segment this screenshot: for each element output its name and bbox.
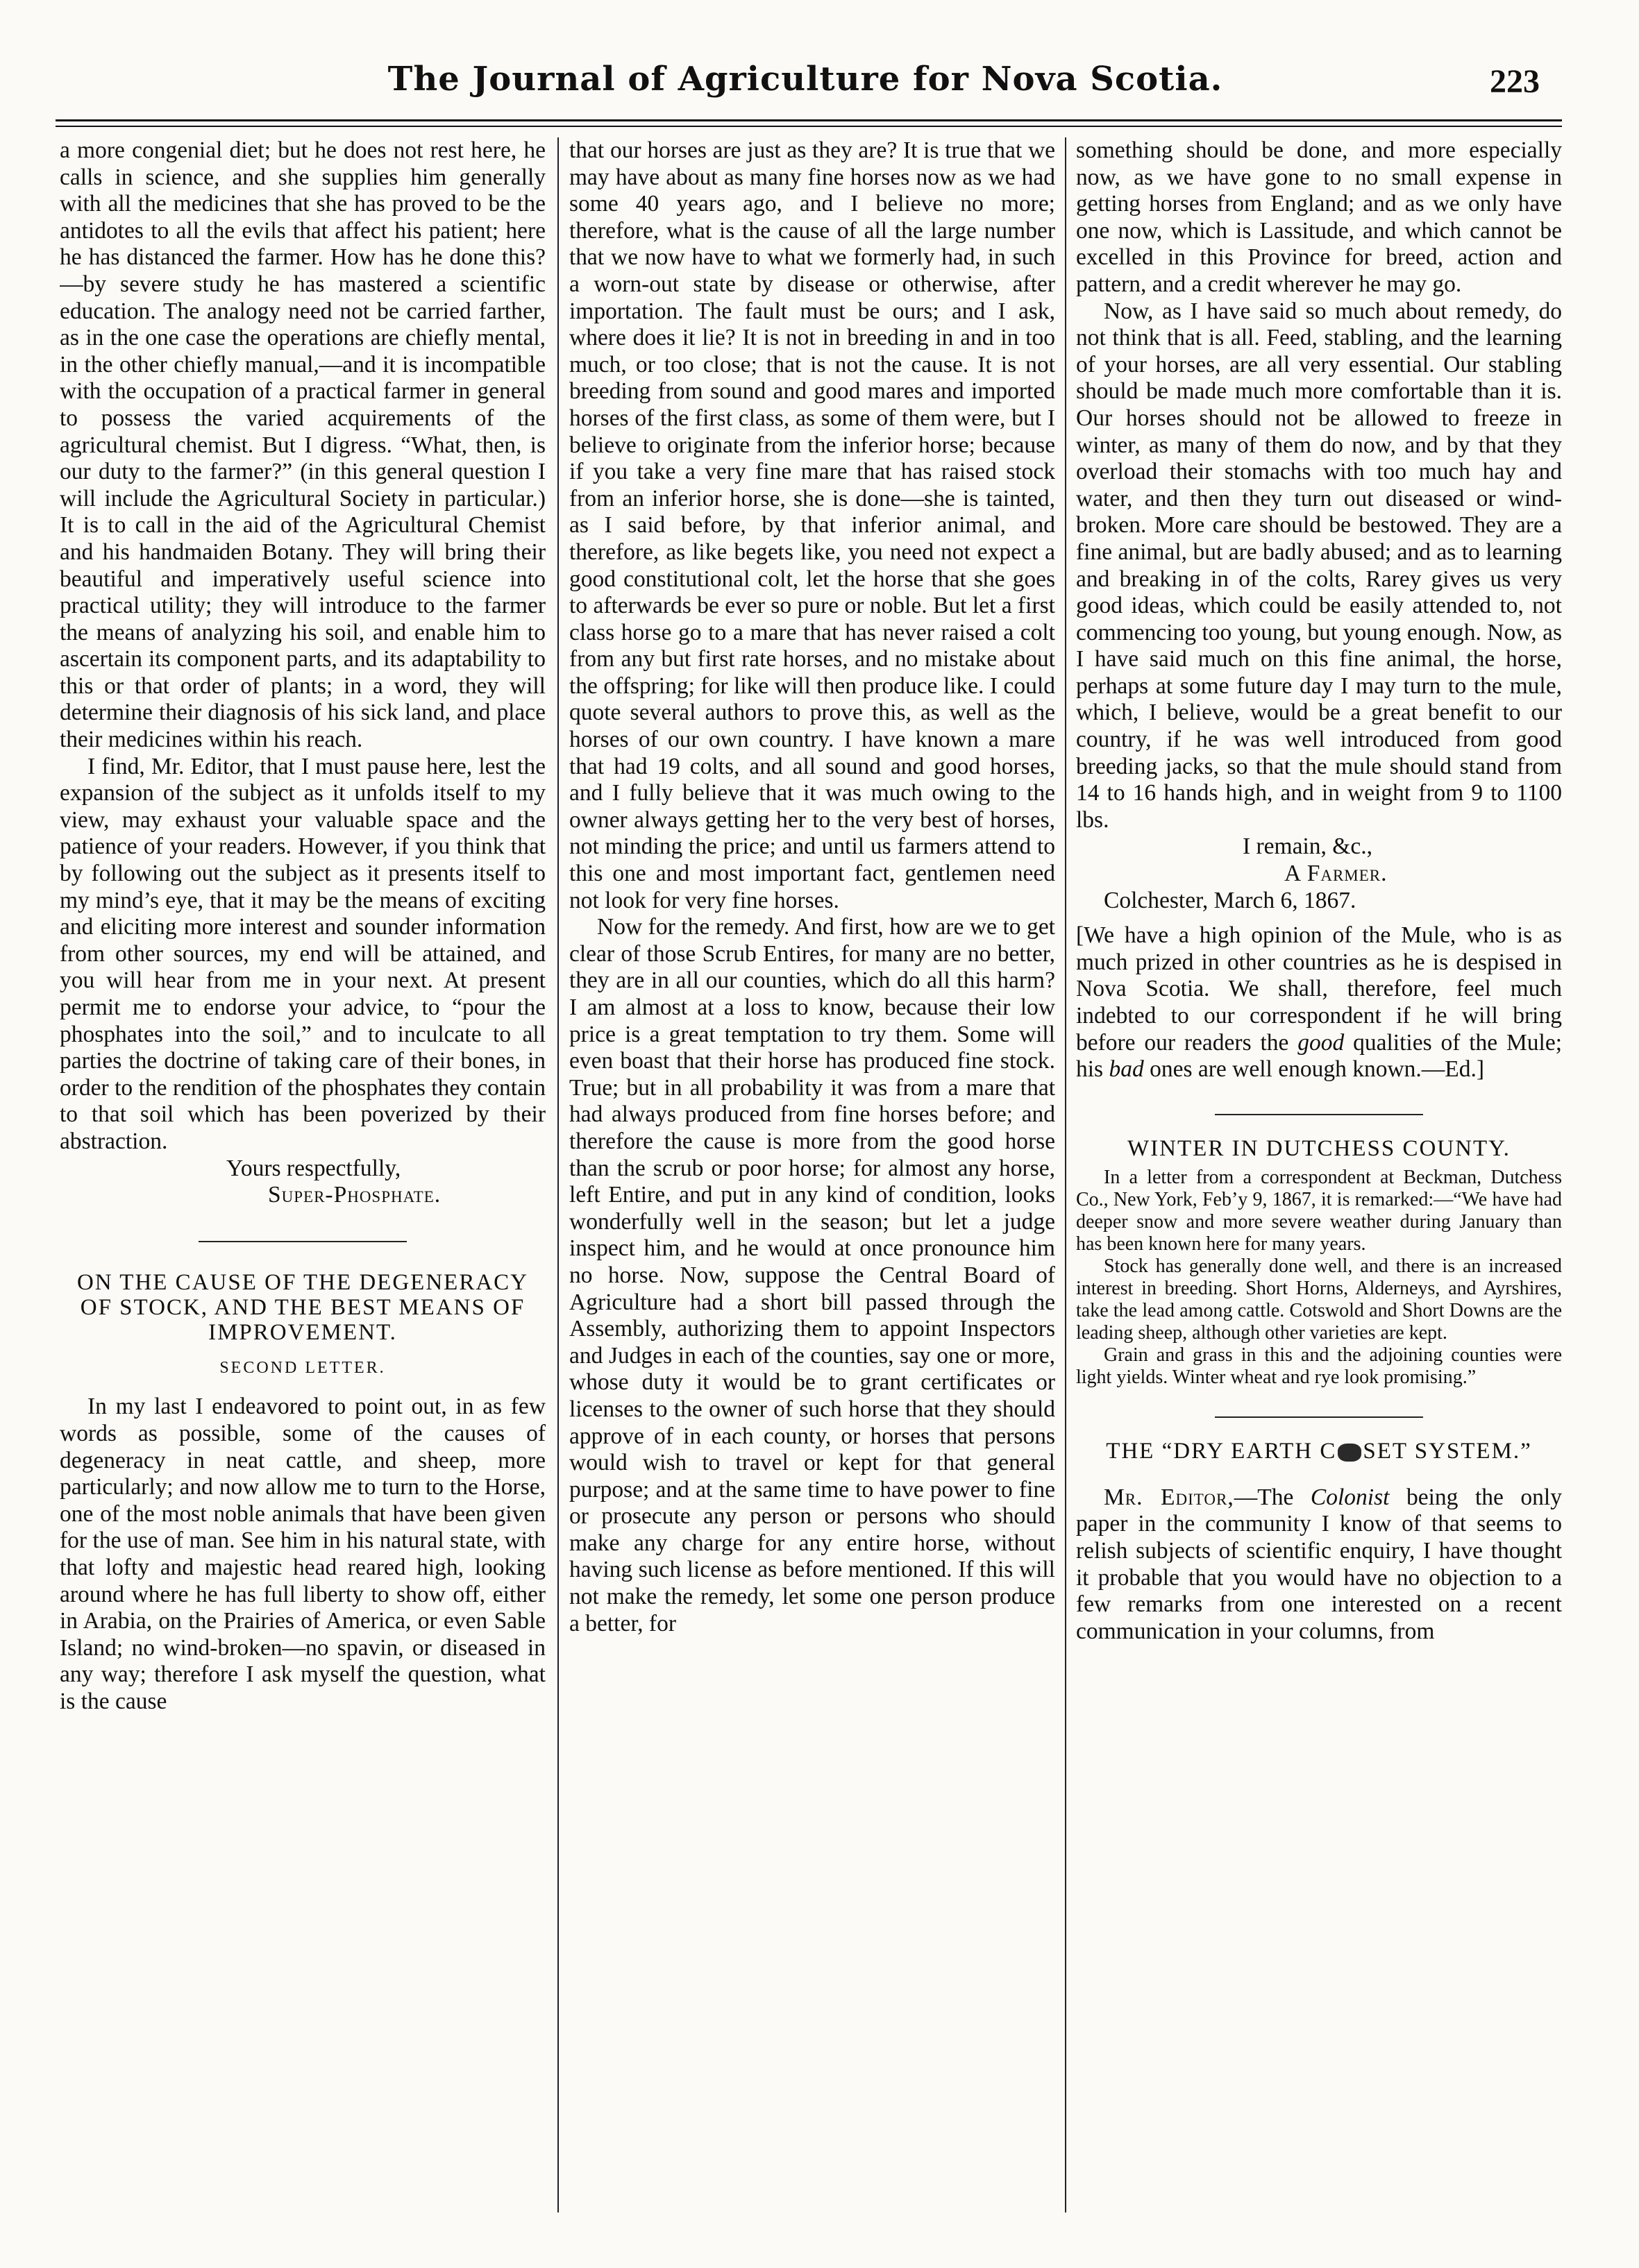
page-header [56, 56, 1555, 118]
column-3 [1076, 137, 1562, 2226]
column-divider [1065, 137, 1066, 2212]
article-heading [1076, 1439, 1562, 1464]
paragraph: that our horses are just as they are? It is true that we may have about as many fine horses now as we had some 40 years ago, and I believe no more; therefore, what is the cause of all the large number that we now have to what we formerly had, in such a worn-out state by disease or otherwise, after importation. The fault must be ours; and I ask, where does it lie? It is not in breeding in and in too much, or too close; that is not the cause. It is not breeding from sound and good mares and imported horses of the first class, as some of them were, but I believe to originate from the inferior horse; because if you take a very fine mare that has raised stock from an inferior horse, she is done—she is tainted, as I said before, by that inferior animal, and therefore, as like begets like, you need not expect a good constitutional colt, let the horse that she goes to afterwards be ever so pure or noble. But let a first class horse go to a mare that has never raised a colt from any but first rate horses, and no mistake about the offspring; for like will then produce like. I could quote several authors to prove this, as well as the horses of our own country. I have known a mare that had 19 colts, and all sound and good horses, and I fully believe that it was much owing to the owner always getting her to the very best of horses, not minding the price; and until us farmers attend to this one and most important fact, gentlemen need not look for very fine horses. [569, 137, 1055, 913]
paragraph: In my last I endeavored to point out, in as few words as possible, some of the causes of degeneracy in neat cattle, and sheep, more particularly; and now allow me to turn to the Horse, one of the most noble animals that have been given for the use of man. See him in his natural state, with that lofty and majestic head reared high, looking around where he has full liberty to show off, either in Arabia, on the Prairies of America, or even Sable Island; no wind-broken—no spavin, or diseased in any way; therefore I ask myself the question, what is the cause [60, 1394, 546, 1714]
editor-note [1076, 922, 1562, 1083]
signature: Super-Phosphate. [268, 1182, 442, 1208]
paragraph: Now for the remedy. And first, how are we to get clear of those Scrub Entires, for many are no better, they are in all our counties, which do all this harm? I am almost at a loss to know, because their low price is a great temptation to try them. Some will even boast that their horse has produced fine stock. True; but in all probability it was from a mare that had always produced from fine horses before; and therefore the cause is more from the good horse than the scrub or poor horse; for almost any horse, left Entire, and put in any kind of condition, looks wonderfully well in the season; but let a judge inspect him, and he would at once pronounce him no horse. Now, suppose the Central Board of Agriculture had a short bill passed through the Assembly, authorizing them to appoint Inspectors and Judges in each of the counties, say one or more, whose duty it would be to grant certificates or licenses to the owner of such horse that they should approve of in each county, or horses that persons would wish to travel or kept for that general purpose; and at the same time to have power to fine or prosecute any person or persons who should make any charge for any entire horse, without having such license as before mentioned. If this will not make the remedy, let some one person produce a better, for [569, 914, 1055, 1636]
letter-part: —The [1234, 1484, 1311, 1510]
closing: Yours respectfully, [226, 1155, 401, 1181]
closing: I remain, &c., [1243, 833, 1372, 860]
letter-emphasis: Colonist [1310, 1484, 1390, 1510]
section-divider [1215, 1114, 1423, 1115]
ink-blot [1338, 1444, 1361, 1462]
paragraph: something should be done, and more especially now, as we have gone to no small expense in getting horses from England; and as we only have one now, which is Lassitude, and which cannot be excelled in this Province for breed, action and pattern, and a credit wherever he may go. [1076, 137, 1562, 297]
column-2 [569, 137, 1055, 2226]
editor-note-emphasis: good [1297, 1029, 1345, 1056]
editor-note-emphasis: bad [1109, 1056, 1144, 1083]
signature: A Farmer. [1284, 861, 1388, 887]
heading-part: THE “DRY EARTH C [1106, 1438, 1337, 1464]
journal-title: The Journal of Agriculture for Nova Scotia. [387, 60, 1223, 99]
paragraph: I find, Mr. Editor, that I must pause here, lest the expansion of the subject as it unfolds itself to my view, may exhaust your valuable space and the patience of your readers. However, if you think that by following out the subject as it presents itself to my mind’s eye, that it may be the means of exciting and eliciting more interest and sounder information from other sources, my end will be attained, and you will hear from me in your next. At present permit me to endorse your advice, to “pour the phosphates into the soil,” and to inculcate to all parties the doctrine of taking care of their bones, in order to the rendition of the phosphates they contain to that soil which has been poverized by their abstraction. [60, 753, 546, 1154]
winter-article [1076, 1167, 1562, 1389]
salutation: Mr. Editor, [1104, 1484, 1234, 1510]
paragraph: a more congenial diet; but he does not rest here, he calls in science, and she supplies him generally with all the medicines that she has proved to be the antidotes to all the evils that affect his patient; here he has distanced the farmer. How has he done this?—by severe study he has mastered a scientific education. The analogy need not be carried farther, as in the one case the operations are chiefly mental, in the other chiefly manual,—and it is incompatible with the occupation of a practical farmer in general to possess the varied acquirements of the agricultural chemist. But I digress. “What, then, is our duty to the farmer?” (in this general question I will include the Agricultural Society in particular.) It is to call in the aid of the Agricultural Chemist and his handmaiden Botany. They will bring their beautiful and imperatively useful science into practical utility; they will introduce to the farmer the means of analyzing his soil, and enable him to ascertain its component parts, and its adaptability to this or that order of plants; in a word, they will determine their diagnosis of his sick land, and place their medicines within his reach. [60, 137, 546, 753]
editor-note-part: [We have a high opinion of the Mule, who is as much prized in other countries as he is despised in Nova Scotia. We shall, therefore, feel much indebted to our correspondent if he will bring before our readers the [1076, 922, 1562, 1056]
section-divider [199, 1241, 407, 1242]
letter-paragraph [1076, 1484, 1562, 1645]
letter-part: being the only paper in the community I know of that seems to relish subjects of scientific enquiry, I have thought it probable that you would have no objection to a few remarks from one interested on a recent communication in your columns, from [1076, 1484, 1562, 1644]
article-heading: WINTER IN DUTCHESS COUNTY. [1127, 1135, 1511, 1161]
column-1 [60, 137, 546, 2226]
article-heading: ON THE CAUSE OF THE DEGENERACY OF STOCK, AND THE BEST MEANS OF IMPROVEMENT. [76, 1269, 529, 1345]
editor-note-part: ones are well enough known.—Ed.] [1143, 1056, 1485, 1083]
heading-part: SET SYSTEM.” [1363, 1438, 1532, 1464]
paragraph: In a letter from a correspondent at Beckman, Dutchess Co., New York, Feb’y 9, 1867, it is remarked:—“We have had deeper snow and more severe weather during January than has been known here for many years. [1076, 1166, 1562, 1255]
column-divider [557, 137, 559, 2212]
editor-note-text [1076, 922, 1562, 1083]
paragraph: Grain and grass in this and the adjoining counties were light yields. Winter wheat and rye look promising.” [1076, 1344, 1562, 1388]
page-number: 223 [1490, 63, 1540, 100]
paragraph: Now, as I have said so much about remedy, do not think that is all. Feed, stabling, and the learning of your horses, are all very essential. Our stabling should be made much more comfortable than it is. Our horses should not be allowed to freeze in winter, as many of them do now, and by that they overload their stomachs with too much hay and water, and then they turn out diseased or wind-broken. More care should be bestowed. They are a fine animal, but are badly abused; and as to learning and breaking in of the colts, Rarey gives us very good ideas, which could be easily attended to, not commencing too young, but young enough. Now, as I have said much on this fine animal, the horse, perhaps at some future day I may turn to the mule, which, I believe, would be a great benefit to our country, if he was well introduced from good breeding jacks, so that the mule should stand from 14 to 16 hands high, and in weight from 9 to 1100 lbs. [1076, 298, 1562, 833]
place-date: Colchester, March 6, 1867. [1104, 887, 1356, 913]
header-rule-thin [56, 126, 1562, 127]
editor-note-part: qualities of the Mule; his [1076, 1029, 1562, 1083]
section-divider [1215, 1416, 1423, 1418]
header-rule [56, 119, 1562, 121]
article-subheading: SECOND LETTER. [219, 1358, 386, 1377]
paragraph: Stock has generally done well, and there is an increased interest in breeding. Short Horns, Alderneys, and Ayrshires, take the lead among cattle. Cotswold and Short Downs are the leading sheep, although other varieties are kept. [1076, 1255, 1562, 1344]
